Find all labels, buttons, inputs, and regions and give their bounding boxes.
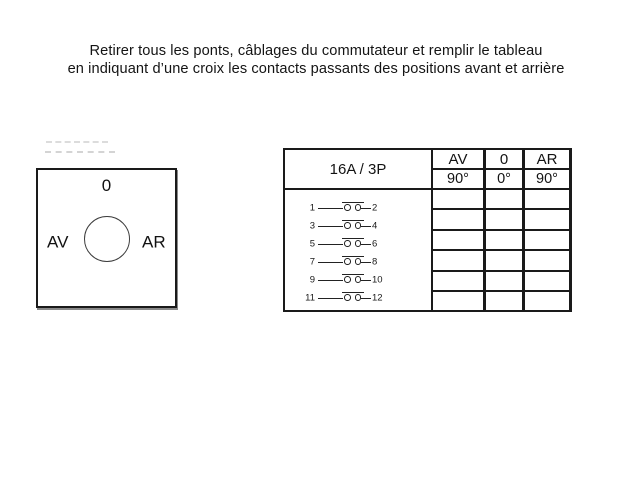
column-header-ar: AR — [524, 149, 571, 169]
terminal-circle-icon — [344, 204, 351, 211]
contact-symbol-list — [285, 190, 431, 307]
contact-number-left: 3 — [309, 220, 315, 232]
wire-left-icon — [318, 226, 343, 227]
wire-left-icon — [318, 208, 343, 209]
contact-row-9-10 — [285, 271, 431, 289]
contact-number-right: 2 — [372, 202, 378, 214]
answer-cell — [524, 250, 571, 270]
scan-artifact-dashes — [45, 151, 115, 153]
contact-number-left: 7 — [309, 256, 315, 268]
position-label-ar: AR — [142, 232, 166, 252]
answer-cell — [524, 291, 571, 311]
answer-cell — [485, 230, 524, 250]
switch-knob-circle-icon — [84, 216, 130, 262]
terminal-circle-icon — [344, 240, 351, 247]
angle-header-av: 90° — [432, 169, 485, 189]
scan-artifact-dashes — [46, 141, 108, 143]
answer-cell — [432, 271, 485, 291]
answer-cell — [485, 250, 524, 270]
contact-number-left: 5 — [309, 238, 315, 250]
answer-cell — [524, 209, 571, 229]
wire-right-icon — [361, 262, 371, 263]
answer-cell — [524, 230, 571, 250]
contact-number-left: 11 — [305, 292, 315, 304]
wire-right-icon — [361, 244, 371, 245]
column-header-av: AV — [432, 149, 485, 169]
device-label-cell: 16A / 3P — [284, 149, 432, 189]
contact-row-7-8 — [285, 253, 431, 271]
answer-cell — [485, 209, 524, 229]
position-label-zero: 0 — [101, 176, 112, 195]
contact-bridge-bar-icon — [342, 202, 364, 204]
column-header-zero: 0 — [485, 149, 524, 169]
wire-left-icon — [318, 262, 343, 263]
contact-number-left: 1 — [309, 202, 315, 214]
angle-header-ar: 90° — [524, 169, 571, 189]
contact-bridge-bar-icon — [342, 274, 364, 276]
contact-number-right: 4 — [372, 220, 378, 232]
contact-row-5-6 — [285, 235, 431, 253]
answer-cell — [432, 209, 485, 229]
answer-cell — [485, 189, 524, 209]
contact-row-1-2 — [285, 199, 431, 217]
terminal-circle-icon — [344, 222, 351, 229]
contact-bridge-bar-icon — [342, 220, 364, 222]
wire-right-icon — [361, 226, 371, 227]
wire-left-icon — [318, 298, 343, 299]
contact-number-left: 9 — [309, 274, 315, 286]
terminal-circle-icon — [344, 276, 351, 283]
answer-cell — [485, 271, 524, 291]
wire-left-icon — [318, 280, 343, 281]
contact-number-right: 8 — [372, 256, 378, 268]
answer-cell — [485, 291, 524, 311]
contact-bridge-bar-icon — [342, 256, 364, 258]
wire-left-icon — [318, 244, 343, 245]
answer-cell — [432, 230, 485, 250]
switch-panel-diagram — [36, 168, 177, 308]
contact-table — [283, 148, 572, 312]
instruction-text — [0, 43, 632, 78]
instruction-line-2: en indiquant d’une croix les contacts passants des positions avant et arrière — [67, 60, 565, 77]
wire-right-icon — [361, 208, 371, 209]
terminal-circle-icon — [344, 258, 351, 265]
contact-number-right: 12 — [372, 292, 383, 304]
answer-cell — [524, 189, 571, 209]
contact-symbols-cell — [284, 189, 432, 311]
angle-header-zero: 0° — [485, 169, 524, 189]
contact-row-11-12 — [285, 289, 431, 307]
instruction-line-1: Retirer tous les ponts, câblages du commutateur et remplir le tableau — [89, 43, 543, 59]
contact-number-right: 6 — [372, 238, 378, 250]
terminal-circle-icon — [344, 294, 351, 301]
position-label-av: AV — [47, 232, 69, 252]
contact-number-right: 10 — [372, 274, 383, 286]
contact-bridge-bar-icon — [342, 292, 364, 294]
answer-cell — [432, 250, 485, 270]
contact-row-3-4 — [285, 217, 431, 235]
wire-right-icon — [361, 298, 371, 299]
answer-cell — [432, 189, 485, 209]
answer-cell — [524, 271, 571, 291]
wire-right-icon — [361, 280, 371, 281]
answer-cell — [432, 291, 485, 311]
contact-bridge-bar-icon — [342, 238, 364, 240]
